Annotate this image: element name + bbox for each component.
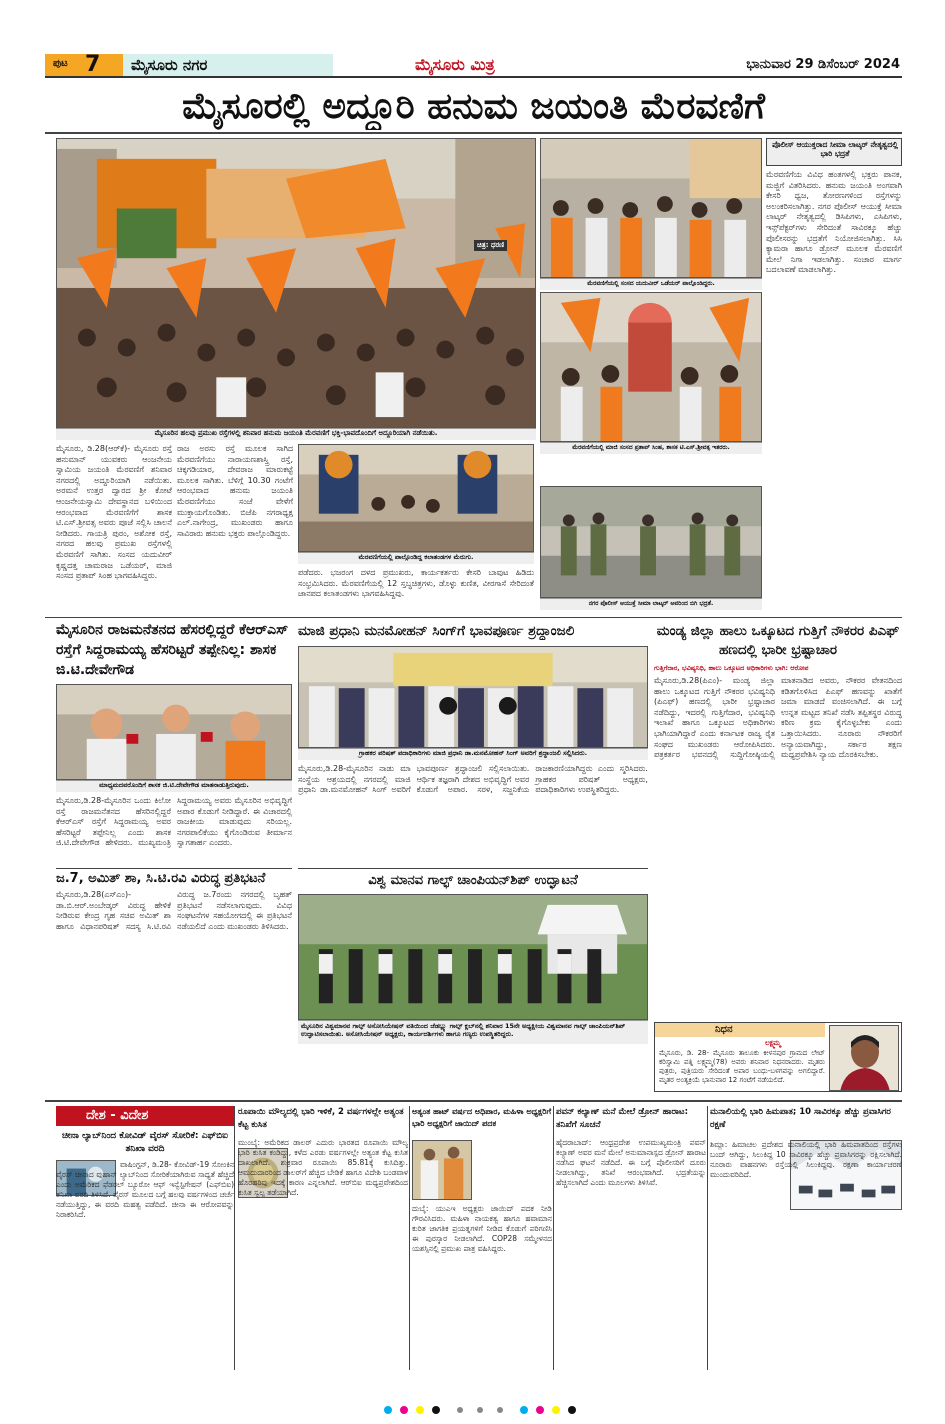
page-label: ಪುಟ [53, 58, 68, 69]
golf-headline: ವಿಶ್ವ ಮಾನವ ಗಾಲ್ಫ್ ಚಾಂಪಿಯನ್‌ಶಿಪ್ ಉದ್ಘಾಟನೆ [368, 873, 578, 888]
manali-body: ಶಿಮ್ಲಾ: ಹಿಮಾಚಲ ಪ್ರದೇಶದ ಮನಾಲಿಯಲ್ಲಿ ಭಾರಿ ಹಿಮಪಾತದಿಂದ ರಸ್ತೆಗಳು ಬಂದ್ ಆಗಿದ್ದು, ಸಿಲುಕಿದ್ದ 10 ಸಾವಿರಕ್ಕೂ ಹೆಚ್ಚು ಪ್ರವಾಸಿಗರನ್ನು ರಕ್ಷಿಸಲಾಗಿದೆ. ನೂರಾರು ವಾಹನಗಳು ರಸ್ತೆಯಲ್ಲಿ ಸಿಲುಕಿದ್ದವು. ರಕ್ಷಣಾ ಕಾರ್ಯಾಚರಣೆ ಮುಂದುವರಿದಿದೆ. [710, 1140, 902, 1179]
pratap-simha-photo [540, 292, 762, 442]
rupee-body: ಮುಂಬೈ: ಅಮೆರಿಕದ ಡಾಲರ್ ಎದುರು ಭಾರತದ ರೂಪಾಯಿ ಮೌಲ್ಯ ಭಾರಿ ಕುಸಿತ ಕಂಡಿದ್ದು, ಕಳೆದ ಎರಡು ವರ್ಷಗಳಲ್ಲೇ ಅತ್ಯಂತ ಕೆಟ್ಟ ಕುಸಿತ ದಾಖಲಾಗಿದೆ. ಶುಕ್ರವಾರ ರೂಪಾಯಿ 85.81ಕ್ಕೆ ಕುಸಿದಿತ್ತು. ಆಮದುದಾರರಿಂದ ಡಾಲರ್‌ಗೆ ಹೆಚ್ಚಿದ ಬೇಡಿಕೆ ಹಾಗೂ ವಿದೇಶಿ ಬಂಡವಾಳ ಹೊರಹರಿವು ಇದಕ್ಕೆ ಕಾರಣ ಎನ್ನಲಾಗಿದೆ. ಆರ್‌ಬಿಐ ಮಧ್ಯಪ್ರವೇಶದಿಂದ ಕುಸಿತ ಸ್ವಲ್ಪ ತಡೆಯಾಗಿದೆ. [238, 1138, 408, 1197]
rupee-headline: ರೂಪಾಯಿ ಮೌಲ್ಯದಲ್ಲಿ ಭಾರಿ ಇಳಿಕೆ, 2 ವರ್ಷಗಳಲ್ಲೇ ಅತ್ಯಂತ ಕೆಟ್ಟ ಕುಸಿತ [238, 1107, 404, 1130]
photo-credit: ಚಿತ್ರ: ಧರಣಿ [474, 240, 507, 251]
procession-main-photo [56, 138, 536, 428]
world-section-title: ದೇಶ - ವಿದೇಶ [86, 1108, 149, 1123]
section-title: ಮೈಸೂರು ನಗರ [131, 56, 208, 74]
art-troupe-photo [298, 444, 534, 552]
issue-date: ಭಾನುವಾರ 29 ಡಿಸೆಂಬರ್ 2024 [746, 57, 900, 72]
gt-caption: ಮಾಧ್ಯಮದವರೊಂದಿಗೆ ಶಾಸಕ ಜಿ.ಟಿ.ದೇವೇಗೌಡ ಮಾತನಾಡುತ್ತಿರುವುದು. [56, 780, 292, 792]
police-photo [540, 486, 762, 598]
golf-caption: ಮೈಸೂರಿನ ವಿಶ್ವಮಾನವ ಗಾಲ್ಫ್ ಅಸೋಸಿಯೇಷನ್ ವತಿಯಿಂದ ಜೆಡಬ್ಲ್ಯು ಗಾಲ್ಫ್ ಕ್ಲಬ್‌ನಲ್ಲಿ ಶನಿವಾರ 15ನೇ ಅಧ್ಯಕ್ಷೀಯ ವಿಶ್ವಮಾನವ ಗಾಲ್ಫ್ ಚಾಂಪಿಯನ್‌ಶಿಪ್ ಉದ್ಘಾಟಿಸಲಾಯಿತು. ಅಸೋಸಿಯೇಷನ್ ಅಧ್ಯಕ್ಷರು, ಕಾರ್ಯದರ್ಶಿಗಳು ಹಾಗೂ ಗಣ್ಯರು ಉಪಸ್ಥಿತರಿದ್ದರು. [298, 1020, 648, 1044]
obituary-box [654, 1022, 902, 1092]
manali-headline: ಮನಾಲಿಯಲ್ಲಿ ಭಾರಿ ಹಿಮಪಾತ; 10 ಸಾವಿರಕ್ಕೂ ಹೆಚ್ಚು ಪ್ರವಾಸಿಗರ ರಕ್ಷಣೆ [710, 1107, 891, 1130]
paper-name: ಮೈಸೂರು ಮಿತ್ರ [415, 55, 495, 74]
zayed-headline: ಅತ್ಯಂತ ಹಾಟ್ ವರ್ಷದ ಅಧಿಪಾರ, ಮಹಿಳಾ ಅಧ್ಯಕ್ಷರಿಗೆ ಭಾರಿ ಅಧ್ಯಕ್ಷರಿಗೆ ಜಾಯಿದ್ ಪದಕ [412, 1107, 552, 1128]
covid-body: ವಾಷಿಂಗ್ಟನ್, ಡಿ.28- ಕೋವಿಡ್-19 ಸೋಂಕಿನ ವೈರಸ್ ಚೀನಾದ ವುಹಾನ್ ಲ್ಯಾಬ್‌ನಿಂದ ಸೋರಿಕೆಯಾಗಿರುವ ಸಾಧ್ಯತೆ ಹೆಚ್ಚಿದೆ ಎಂದು ಅಮೆರಿಕದ ಫೆಡರಲ್ ಬ್ಯೂರೋ ಆಫ್ ಇನ್ವೆಸ್ಟಿಗೇಷನ್ (ಎಫ್‌ಬಿಐ) ತನಿಖಾ ವರದಿ ತಿಳಿಸಿದೆ. ವೈರಸ್ ಮೂಲದ ಬಗ್ಗೆ ಹಲವು ವರ್ಷಗಳಿಂದ ಚರ್ಚೆ ನಡೆಯುತ್ತಿದ್ದು, ಈ ವರದಿ ಮಹತ್ವ ಪಡೆದಿದೆ. ಚೀನಾ ಈ ಆರೋಪವನ್ನು ನಿರಾಕರಿಸಿದೆ. [56, 1160, 234, 1219]
zayed-body: ದುಬೈ: ಯುಎಇ ಅಧ್ಯಕ್ಷರು ಜಾಯಿದ್ ಪದಕ ನೀಡಿ ಗೌರವಿಸಿದರು. ಮಹಿಳಾ ನಾಯಕತ್ವ ಹಾಗೂ ಹವಾಮಾನ ಕುರಿತ ಜಾಗತಿಕ ಪ್ರಯತ್ನಗಳಿಗೆ ನೀಡಿದ ಕೊಡುಗೆ ಪರಿಗಣಿಸಿ ಈ ಪುರಸ್ಕಾರ ನೀಡಲಾಗಿದೆ. COP28 ಸಮ್ಮೇಳನದ ಯಶಸ್ಸಿನಲ್ಲಿ ಪ್ರಮುಖ ಪಾತ್ರ ವಹಿಸಿದ್ದರು. [412, 1204, 552, 1253]
page-number: 7 [85, 52, 101, 77]
obituary-name: ಲಕ್ಷ್ಮಮ್ಮ [765, 1039, 781, 1047]
lead-body-col2: ರಾಜ ಅರಸು ರಸ್ತೆ ಮೂಲಕ ಸಾಗಿದ ಮೆರವಣಿಗೆಯು ನಾರಾಯಣಶಾಸ್ತ್ರಿ ರಸ್ತೆ, ಚಿಕ್ಕಗಡಿಯಾರ, ದೇವರಾಜ ಮಾರುಕಟ್ಟೆ ಮೂಲಕ ಸಾಗಿತು. ಬೆಳಿಗ್ಗೆ 10.30 ಗಂಟೆಗೆ ಆರಂಭವಾದ ಹನುಮ ಜಯಂತಿ ಮೆರವಣಿಗೆಯು ಸಂಜೆ ವೇಳೆಗೆ ಮುಕ್ತಾಯಗೊಂಡಿತು. ಬಿಜೆಪಿ ನಗರಾಧ್ಯಕ್ಷ ಎಲ್.ನಾಗೇಂದ್ರ, ಮುಖಂಡರು ಹಾಗೂ ಸಾವಿರಾರು ಹನುಮ ಭಕ್ತರು ಪಾಲ್ಗೊಂಡಿದ್ದರು. [177, 444, 293, 538]
zayed-photo [412, 1140, 472, 1200]
covid-headline: ಚೀನಾ ಲ್ಯಾಬ್‌ನಿಂದ ಕೋವಿಡ್ ವೈರಸ್ ಸೋರಿಕೆ: ಎಫ್‌ಬಿಐ ತನಿಖಾ ವರದಿ [62, 1131, 228, 1154]
obituary-body: ಮೈಸೂರು, ಡಿ. 28- ಮೈಸೂರು ತಾಲೂಕು ಕೀಳನಪುರ ಗ್ರಾಮದ ಲೇಟ್ ಕರಿಸ್ವಾಮಿ ಪತ್ನಿ ಲಕ್ಷ್ಮಮ್ಮ(78) ಅವರು ಶನಿವಾರ ನಿಧನರಾದರು. ಮೃತರು ಪುತ್ರರು, ಪುತ್ರಿಯರು ಸೇರಿದಂತೆ ಅಪಾರ ಬಂಧು-ಬಳಗವನ್ನು ಅಗಲಿದ್ದಾರೆ. ಮೃತರ ಅಂತ್ಯಕ್ರಿಯೆ ಭಾನುವಾರ 12 ಗಂಟೆಗೆ ನಡೆಯಲಿದೆ. [659, 1049, 825, 1084]
gt-photo [56, 684, 292, 780]
masthead [45, 54, 902, 78]
mandya-body: ಮೈಸೂರು,ಡಿ.28(ಪಿಎಂ)- ಮಂಡ್ಯ ಜಿಲ್ಲಾ ಹಾಲು ಒಕ್ಕೂಟದ ಗುತ್ತಿಗೆ ನೌಕರರ ಭವಿಷ್ಯನಿಧಿ (ಪಿಎಫ್) ಹಣದಲ್ಲಿ ಭಾರೀ ಭ್ರಷ್ಟಾಚಾರ ನಡೆದಿದ್ದು, ಇದರಲ್ಲಿ ಗುತ್ತಿಗೆದಾರ, ಭವಿಷ್ಯನಿಧಿ ಇಲಾಖೆ ಹಾಗೂ ಒಕ್ಕೂಟದ ಅಧಿಕಾರಿಗಳು ಭಾಗಿಯಾಗಿದ್ದಾರೆ ಎಂದು ಕರ್ನಾಟಕ ರಾಜ್ಯ ರೈತ ಸಂಘದ ಮುಖಂಡರು ಆರೋಪಿಸಿದರು. ಪತ್ರಕರ್ತರ ಭವನದಲ್ಲಿ ಸುದ್ದಿಗೋಷ್ಠಿಯಲ್ಲಿ ಮಾತನಾಡಿದ ಅವರು, ನೌಕರರ ವೇತನದಿಂದ ಕಡಿತಗೊಳಿಸಿದ ಪಿಎಫ್ ಹಣವನ್ನು ಖಾತೆಗೆ ಜಮಾ ಮಾಡದೆ ವಂಚಿಸಲಾಗಿದೆ. ಈ ಬಗ್ಗೆ ಉನ್ನತ ಮಟ್ಟದ ತನಿಖೆ ನಡೆಸಿ ತಪ್ಪಿತಸ್ಥರ ವಿರುದ್ಧ ಕಠಿಣ ಕ್ರಮ ಕೈಗೊಳ್ಳಬೇಕು ಎಂದು ಒತ್ತಾಯಿಸಿದರು. ನೂರಾರು ನೌಕರರಿಗೆ ಅನ್ಯಾಯವಾಗಿದ್ದು, ಸರ್ಕಾರ ತಕ್ಷಣ ಮಧ್ಯಪ್ರವೇಶಿಸಿ ನ್ಯಾಯ ದೊರಕಿಸಬೇಕು. [654, 676, 902, 760]
police-security-box [766, 138, 902, 166]
obituary-title: ನಿಧನ [715, 1024, 733, 1035]
art-troupe-caption: ಮೆರವಣಿಗೆಯಲ್ಲಿ ಪಾಲ್ಗೊಂಡಿದ್ದ ಕಲಾತಂಡಗಳ ಮೆರುಗು. [298, 552, 534, 564]
shah-body: ಮೈಸೂರು,ಡಿ.28(ಎಸ್‌ಎಂ)- ಡಾ.ಬಿ.ಆರ್.ಅಂಬೇಡ್ಕರ್ ವಿರುದ್ಧ ಹೇಳಿಕೆ ನೀಡಿರುವ ಕೇಂದ್ರ ಗೃಹ ಸಚಿವ ಅಮಿತ್ ಶಾ ಹಾಗೂ ವಿಧಾನಪರಿಷತ್ ಸದಸ್ಯ ಸಿ.ಟಿ.ರವಿ ವಿರುದ್ಧ ಜ.7ರಂದು ನಗರದಲ್ಲಿ ಬೃಹತ್ ಪ್ರತಿಭಟನೆ ನಡೆಸಲಾಗುವುದು. ವಿವಿಧ ಸಂಘಟನೆಗಳ ಸಹಯೋಗದಲ್ಲಿ ಈ ಪ್ರತಿಭಟನೆ ನಡೆಯಲಿದೆ ಎಂದು ಮುಖಂಡರು ತಿಳಿಸಿದರು. [56, 890, 292, 931]
police-headline: ಪೊಲೀಸ್ ಆಯುಕ್ತರಾದ ಸೀಮಾ ಲಾಟ್ಕರ್ ನೇತೃತ್ವದಲ್ಲಿ ಭಾರಿ ಭದ್ರತೆ [772, 140, 898, 158]
golf-photo [298, 894, 648, 1020]
obituary-portrait [829, 1025, 899, 1091]
manmohan-headline: ಮಾಜಿ ಪ್ರಧಾನಿ ಮನಮೋಹನ್ ಸಿಂಗ್‌ಗೆ ಭಾವಪೂರ್ಣ ಶ್ರದ್ಧಾಂಜಲಿ [298, 623, 575, 639]
gt-headline: ಮೈಸೂರಿನ ರಾಜಮನೆತನದ ಹೆಸರಲ್ಲಿದ್ದರೆ ಕೆಆರ್‌ಎಸ್ ರಸ್ತೆಗೆ ಸಿದ್ದರಾಮಯ್ಯ ಹೆಸರಿಟ್ಟರೆ ತಪ್ಪೇನಿಲ್ಲ: ಶಾಸಕ ಜಿ.ಟಿ.ದೇವೇಗೌಡ [56, 622, 289, 678]
print-registration-marks [380, 1400, 580, 1410]
lead-body-col3: ಪಡೆದರು. ಭಜರಂಗ ದಳದ ಪ್ರಮುಖರು, ಕಾರ್ಯಕರ್ತರು ಕೇಸರಿ ಬಾವುಟ ಹಿಡಿದು ಸಂಭ್ರಮಿಸಿದರು. ಮೆರವಣಿಗೆಯಲ್ಲಿ 12 ಸ್ತಬ್ಧಚಿತ್ರಗಳು, ಡೊಳ್ಳು ಕುಣಿತ, ವೀರಗಾಸೆ ಸೇರಿದಂತೆ ಜಾನಪದ ಕಲಾತಂಡಗಳು ಭಾಗವಹಿಸಿದ್ದವು. [298, 568, 534, 599]
mandya-subhead: ಗುತ್ತಿಗೆದಾರ, ಭವಿಷ್ಯನಿಧಿ, ಹಾಲು ಒಕ್ಕೂಟದ ಅಧಿಕಾರಿಗಳು ಭಾಗಿ: ಆರೋಪ [654, 664, 809, 672]
mandya-headline: ಮಂಡ್ಯ ಜಿಲ್ಲಾ ಹಾಲು ಒಕ್ಕೂಟದ ಗುತ್ತಿಗೆ ನೌಕರರ ಪಿಎಫ್ ಹಣದಲ್ಲಿ ಭಾರೀ ಭ್ರಷ್ಟಾಚಾರ [656, 623, 900, 658]
yaduveer-photo [540, 138, 762, 278]
shah-headline: ಜ.7, ಅಮಿತ್ ಶಾ, ಸಿ.ಟಿ.ರವಿ ವಿರುದ್ಧ ಪ್ರತಿಭಟನೆ [56, 871, 266, 886]
world-section-banner [56, 1106, 234, 1126]
lead-headline: ಮೈಸೂರಲ್ಲಿ ಅದ್ದೂರಿ ಹನುಮ ಜಯಂತಿ ಮೆರವಣಿಗೆ [182, 86, 765, 127]
main-photo-caption: ಮೈಸೂರಿನ ಹಲವು ಪ್ರಮುಖ ರಸ್ತೆಗಳಲ್ಲಿ ಶನಿವಾರ ಹನುಮ ಜಯಂತಿ ಮೆರವಣಿಗೆ ಭಕ್ತಿ-ಭಾವದೊಂದಿಗೆ ಅದ್ದೂರಿಯಾಗಿ ನಡೆಯಿತು. [56, 428, 536, 440]
police-body: ಮೆರವಣಿಗೆಯ ವಿವಿಧ ಹಂತಗಳಲ್ಲಿ ಭಕ್ತರು ಪಾನಕ, ಮಜ್ಜಿಗೆ ವಿತರಿಸಿದರು. ಹನುಮ ಜಯಂತಿ ಅಂಗವಾಗಿ ಕೇಸರಿ ಧ್ವಜ, ತೋರಣಗಳಿಂದ ರಸ್ತೆಗಳನ್ನು ಅಲಂಕರಿಸಲಾಗಿತ್ತು. ನಗರ ಪೊಲೀಸ್ ಆಯುಕ್ತೆ ಸೀಮಾ ಲಾಟ್ಕರ್ ನೇತೃತ್ವದಲ್ಲಿ ಡಿಸಿಪಿಗಳು, ಎಸಿಪಿಗಳು, ಇನ್ಸ್‌ಪೆಕ್ಟರ್‌ಗಳು ಸೇರಿದಂತೆ ಸಾವಿರಕ್ಕೂ ಹೆಚ್ಚು ಪೊಲೀಸರನ್ನು ಭದ್ರತೆಗೆ ನಿಯೋಜಿಸಲಾಗಿತ್ತು. ಸಿಸಿ ಕ್ಯಾಮರಾ ಹಾಗೂ ಡ್ರೋನ್ ಮೂಲಕ ಮೆರವಣಿಗೆ ಮೇಲೆ ನಿಗಾ ಇಡಲಾಗಿತ್ತು. ಸಂಚಾರ ಮಾರ್ಗ ಬದಲಾವಣೆ ಮಾಡಲಾಗಿತ್ತು. [766, 170, 902, 275]
lead-body-col1: ಮೈಸೂರು, ಡಿ.28(ಆರ್‌ಕೆ)- ಮೈಸೂರು ರಸ್ತೆ ಹನುಮಾನ್ ಯುವಕರು ಆಂಜನೇಯ ಸ್ವಾಮಿಯ ಜಯಂತಿ ಮೆರವಣಿಗೆ ಶನಿವಾರ ನಗರದಲ್ಲಿ ಅದ್ದೂರಿಯಾಗಿ ನಡೆಯಿತು. ಅರಮನೆ ಉತ್ತರ ದ್ವಾರದ ಶ್ರೀ ಕೋಟೆ ಆಂಜನೇಯಸ್ವಾಮಿ ದೇವಸ್ಥಾನದ ಬಳಿಯಿಂದ ಆರಂಭವಾದ ಮೆರವಣಿಗೆಗೆ ಶಾಸಕ ಟಿ.ಎಸ್.ಶ್ರೀವತ್ಸ ಅವರು ಪೂಜೆ ಸಲ್ಲಿಸಿ ಚಾಲನೆ ನೀಡಿದರು. ಗಾಯತ್ರಿ ಪುರಂ, ಅಶೋಕ ರಸ್ತೆ, ನಗರದ ಹಲವು ಪ್ರಮುಖ ರಸ್ತೆಗಳಲ್ಲಿ ಮೆರವಣಿಗೆ ಸಾಗಿತು. ಸಂಸದ ಯದುವೀರ್ ಕೃಷ್ಣದತ್ತ ಚಾಮರಾಜ ಒಡೆಯರ್, ಮಾಜಿ ಸಂಸದ ಪ್ರತಾಪ್ ಸಿಂಹ ಭಾಗವಹಿಸಿದ್ದರು. [56, 444, 172, 581]
gt-body: ಮೈಸೂರು,ಡಿ.28-ಮೈಸೂರಿನ ಒಂದು ಕಿಲೋ ರಸ್ತೆ ರಾಜಮನೆತನದ ಹೆಸರಿನಲ್ಲಿದ್ದರೆ ಕೆಆರ್‌ಎಸ್ ರಸ್ತೆಗೆ ಸಿದ್ದರಾಮಯ್ಯ ಅವರ ಹೆಸರಿಟ್ಟರೆ ತಪ್ಪೇನಿಲ್ಲ ಎಂದು ಶಾಸಕ ಜಿ.ಟಿ.ದೇವೇಗೌಡ ಹೇಳಿದರು. ಮುಖ್ಯಮಂತ್ರಿ ಸಿದ್ದರಾಮಯ್ಯ ಅವರು ಮೈಸೂರಿನ ಅಭಿವೃದ್ಧಿಗೆ ಅಪಾರ ಕೊಡುಗೆ ನೀಡಿದ್ದಾರೆ. ಈ ವಿಚಾರದಲ್ಲಿ ರಾಜಕೀಯ ಮಾಡುವುದು ಸರಿಯಲ್ಲ. ನಗರಪಾಲಿಕೆಯು ಕೈಗೊಂಡಿರುವ ತೀರ್ಮಾನ ಸ್ವಾಗತಾರ್ಹ ಎಂದರು. [56, 796, 292, 848]
manmohan-caption: ಗ್ರಾಹಕರ ಪರಿಷತ್ ಪದಾಧಿಕಾರಿಗಳು ಮಾಜಿ ಪ್ರಧಾನಿ ಡಾ.ಮನಮೋಹನ್ ಸಿಂಗ್ ಅವರಿಗೆ ಶ್ರದ್ಧಾಂಜಲಿ ಸಲ್ಲಿಸಿದರು. [298, 748, 648, 760]
manmohan-photo [298, 646, 648, 748]
manmohan-body: ಮೈಸೂರು,ಡಿ.28-ಮೈಸೂರಿನ ನಾಡು ಮಾ ಸಂಸ್ಥೆಯ ಆಶ್ರಯದಲ್ಲಿ ನಗರದಲ್ಲಿ ಮಾಜಿ ಪ್ರಧಾನಿ ಡಾ.ಮನಮೋಹನ್ ಸಿಂಗ್ ಅವರಿಗೆ ಭಾವಪೂರ್ಣ ಶ್ರದ್ಧಾಂಜಲಿ ಸಲ್ಲಿಸಲಾಯಿತು. ಆರ್ಥಿಕ ತಜ್ಞರಾಗಿ ದೇಶದ ಅಭಿವೃದ್ಧಿಗೆ ಅವರ ಕೊಡುಗೆ ಅಪಾರ. ಸರಳ, ಸಜ್ಜನಿಕೆಯ ರಾಜಕಾರಣಿಯಾಗಿದ್ದರು ಎಂದು ಸ್ಮರಿಸಿದರು. ಗ್ರಾಹಕರ ಪರಿಷತ್ ಅಧ್ಯಕ್ಷರು, ಪದಾಧಿಕಾರಿಗಳು ಉಪಸ್ಥಿತರಿದ್ದರು. [298, 764, 648, 795]
pratap-simha-caption: ಮೆರವಣಿಗೆಯಲ್ಲಿ ಮಾಜಿ ಸಂಸದ ಪ್ರತಾಪ್ ಸಿಂಹ, ಶಾಸಕ ಟಿ.ಎಸ್.ಶ್ರೀವತ್ಸ ಇತರರು. [540, 442, 762, 454]
drone-body: ಹೈದರಾಬಾದ್: ಆಂಧ್ರಪ್ರದೇಶ ಉಪಮುಖ್ಯಮಂತ್ರಿ ಪವನ್ ಕಲ್ಯಾಣ್ ಅವರ ಮನೆ ಮೇಲೆ ಅನುಮಾನಾಸ್ಪದ ಡ್ರೋನ್ ಹಾರಾಟ ನಡೆಸಿದ ಘಟನೆ ನಡೆದಿದೆ. ಈ ಬಗ್ಗೆ ಪೊಲೀಸರಿಗೆ ದೂರು ನೀಡಲಾಗಿದ್ದು, ತನಿಖೆ ಆರಂಭವಾಗಿದೆ. ಭದ್ರತೆಯನ್ನು ಹೆಚ್ಚಿಸಲಾಗಿದೆ ಎಂದು ಮೂಲಗಳು ತಿಳಿಸಿವೆ. [556, 1138, 706, 1187]
police-caption: ನಗರ ಪೊಲೀಸ್ ಆಯುಕ್ತೆ ಸೀಮಾ ಲಾಟ್ಕರ್ ಅವರಿಂದ ಬಿಗಿ ಭದ್ರತೆ. [540, 598, 762, 610]
yaduveer-caption: ಮೆರವಣಿಗೆಯಲ್ಲಿ ಸಂಸದ ಯದುವೀರ್ ಒಡೆಯರ್ ಪಾಲ್ಗೊಂಡಿದ್ದರು. [540, 278, 762, 290]
drone-headline: ಪವನ್ ಕಲ್ಯಾಣ್ ಮನೆ ಮೇಲೆ ಡ್ರೋನ್ ಹಾರಾಟ: ತನಿಖೆಗೆ ಸೂಚನೆ [556, 1107, 688, 1130]
